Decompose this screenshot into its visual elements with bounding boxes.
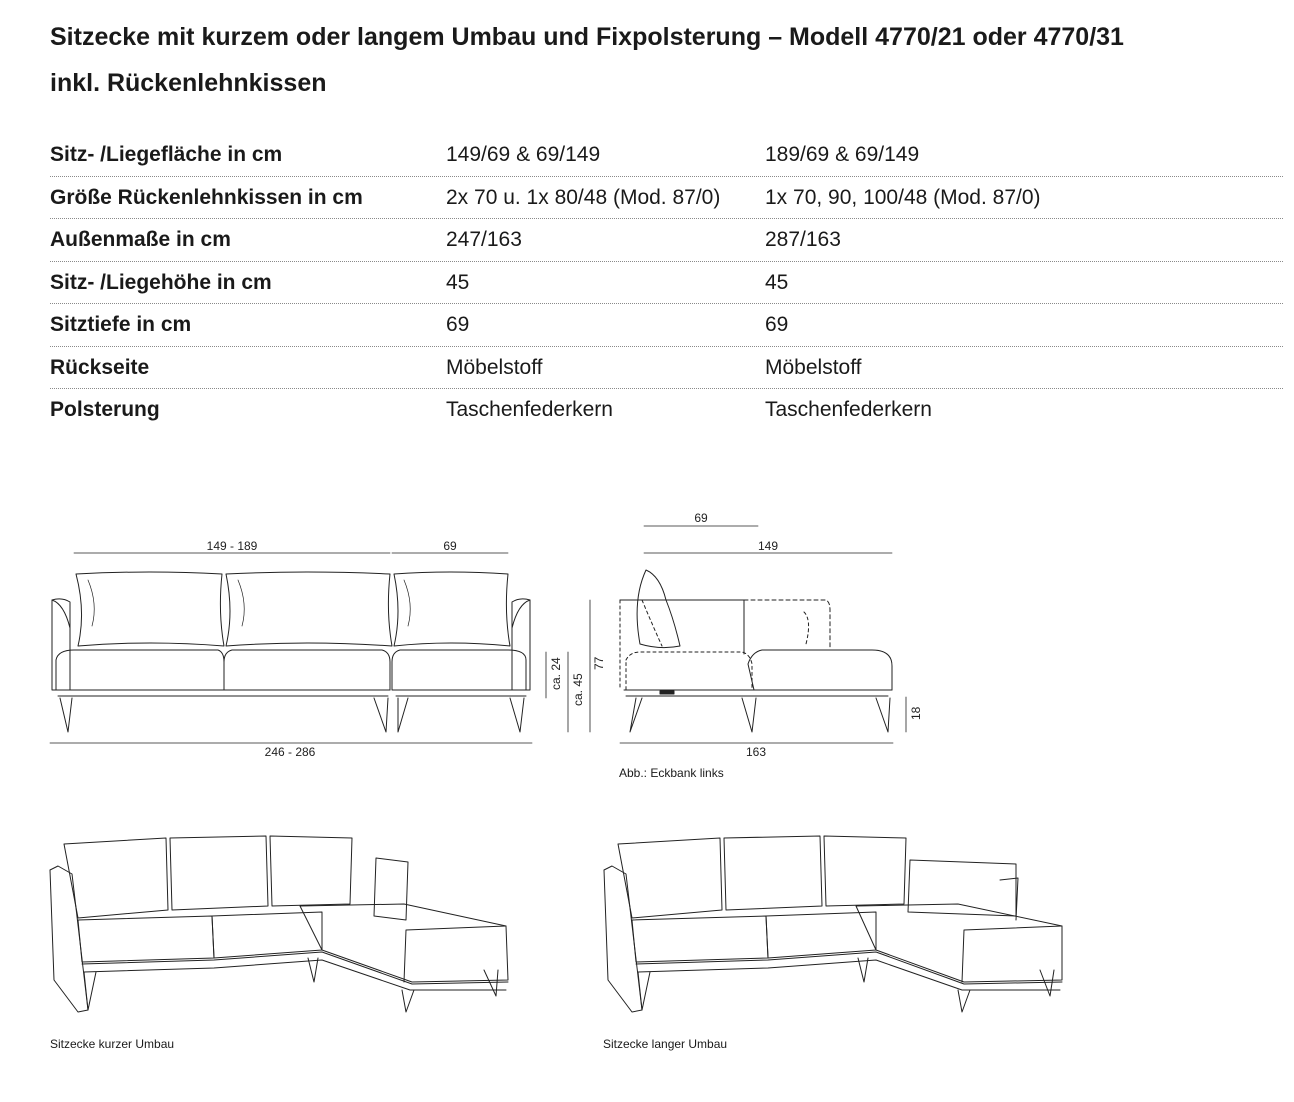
spec-label: Sitztiefe in cm <box>50 313 192 336</box>
spec-value-2: 69 <box>765 313 789 336</box>
short-sofa-perspective <box>50 836 508 1012</box>
dim-chaise-width: 69 <box>443 539 457 553</box>
spec-label: Größe Rückenlehnkissen in cm <box>50 185 363 209</box>
dim-seat-width: 149 - 189 <box>206 539 258 553</box>
spec-value-2: 1x 70, 90, 100/48 (Mod. 87/0) <box>765 185 1041 209</box>
spec-value-2: 287/163 <box>765 228 841 251</box>
front-view-drawing <box>50 553 590 743</box>
title-line-1: Sitzecke mit kurzem oder langem Umbau und Fixpolsterung – Modell 4770/21 oder 4770/31 <box>50 23 1124 51</box>
spec-label: Außenmaße in cm <box>50 228 231 251</box>
spec-label: Polsterung <box>50 398 160 421</box>
spec-label: Rückseite <box>50 355 150 379</box>
spec-label: Sitz- /Liegehöhe in cm <box>50 270 272 294</box>
dim-height: 77 <box>592 656 606 670</box>
dim-side-length: 149 <box>757 539 779 553</box>
side-view-caption: Abb.: Eckbank links <box>619 766 724 780</box>
spec-value-1: 149/69 & 69/149 <box>446 143 601 166</box>
spec-value-1: 2x 70 u. 1x 80/48 (Mod. 87/0) <box>446 185 721 209</box>
spec-value-2: Möbelstoff <box>765 355 862 379</box>
dim-leg-height: 18 <box>909 706 923 720</box>
dim-side-total: 163 <box>745 745 767 759</box>
spec-value-1: Möbelstoff <box>446 355 543 379</box>
dim-side-depth: 69 <box>694 511 708 525</box>
dim-seat-height: ca. 45 <box>571 673 585 706</box>
spec-value-2: Taschenfederkern <box>765 398 932 421</box>
dim-armrest: ca. 24 <box>549 657 563 690</box>
long-sofa-perspective <box>604 836 1062 1012</box>
spec-value-2: 189/69 & 69/149 <box>765 143 920 166</box>
spec-value-1: 69 <box>446 313 470 336</box>
spec-value-1: 45 <box>446 270 470 294</box>
caption-long: Sitzecke langer Umbau <box>603 1037 728 1051</box>
title-line-2: inkl. Rückenlehnkissen <box>50 69 327 97</box>
spec-value-2: 45 <box>765 270 789 294</box>
caption-short: Sitzecke kurzer Umbau <box>50 1037 175 1051</box>
spec-value-1: 247/163 <box>446 228 522 251</box>
side-view-drawing <box>620 526 906 743</box>
spec-value-1: Taschenfederkern <box>446 398 613 421</box>
dim-total-width: 246 - 286 <box>264 745 316 759</box>
spec-label: Sitz- /Liegefläche in cm <box>50 143 283 166</box>
